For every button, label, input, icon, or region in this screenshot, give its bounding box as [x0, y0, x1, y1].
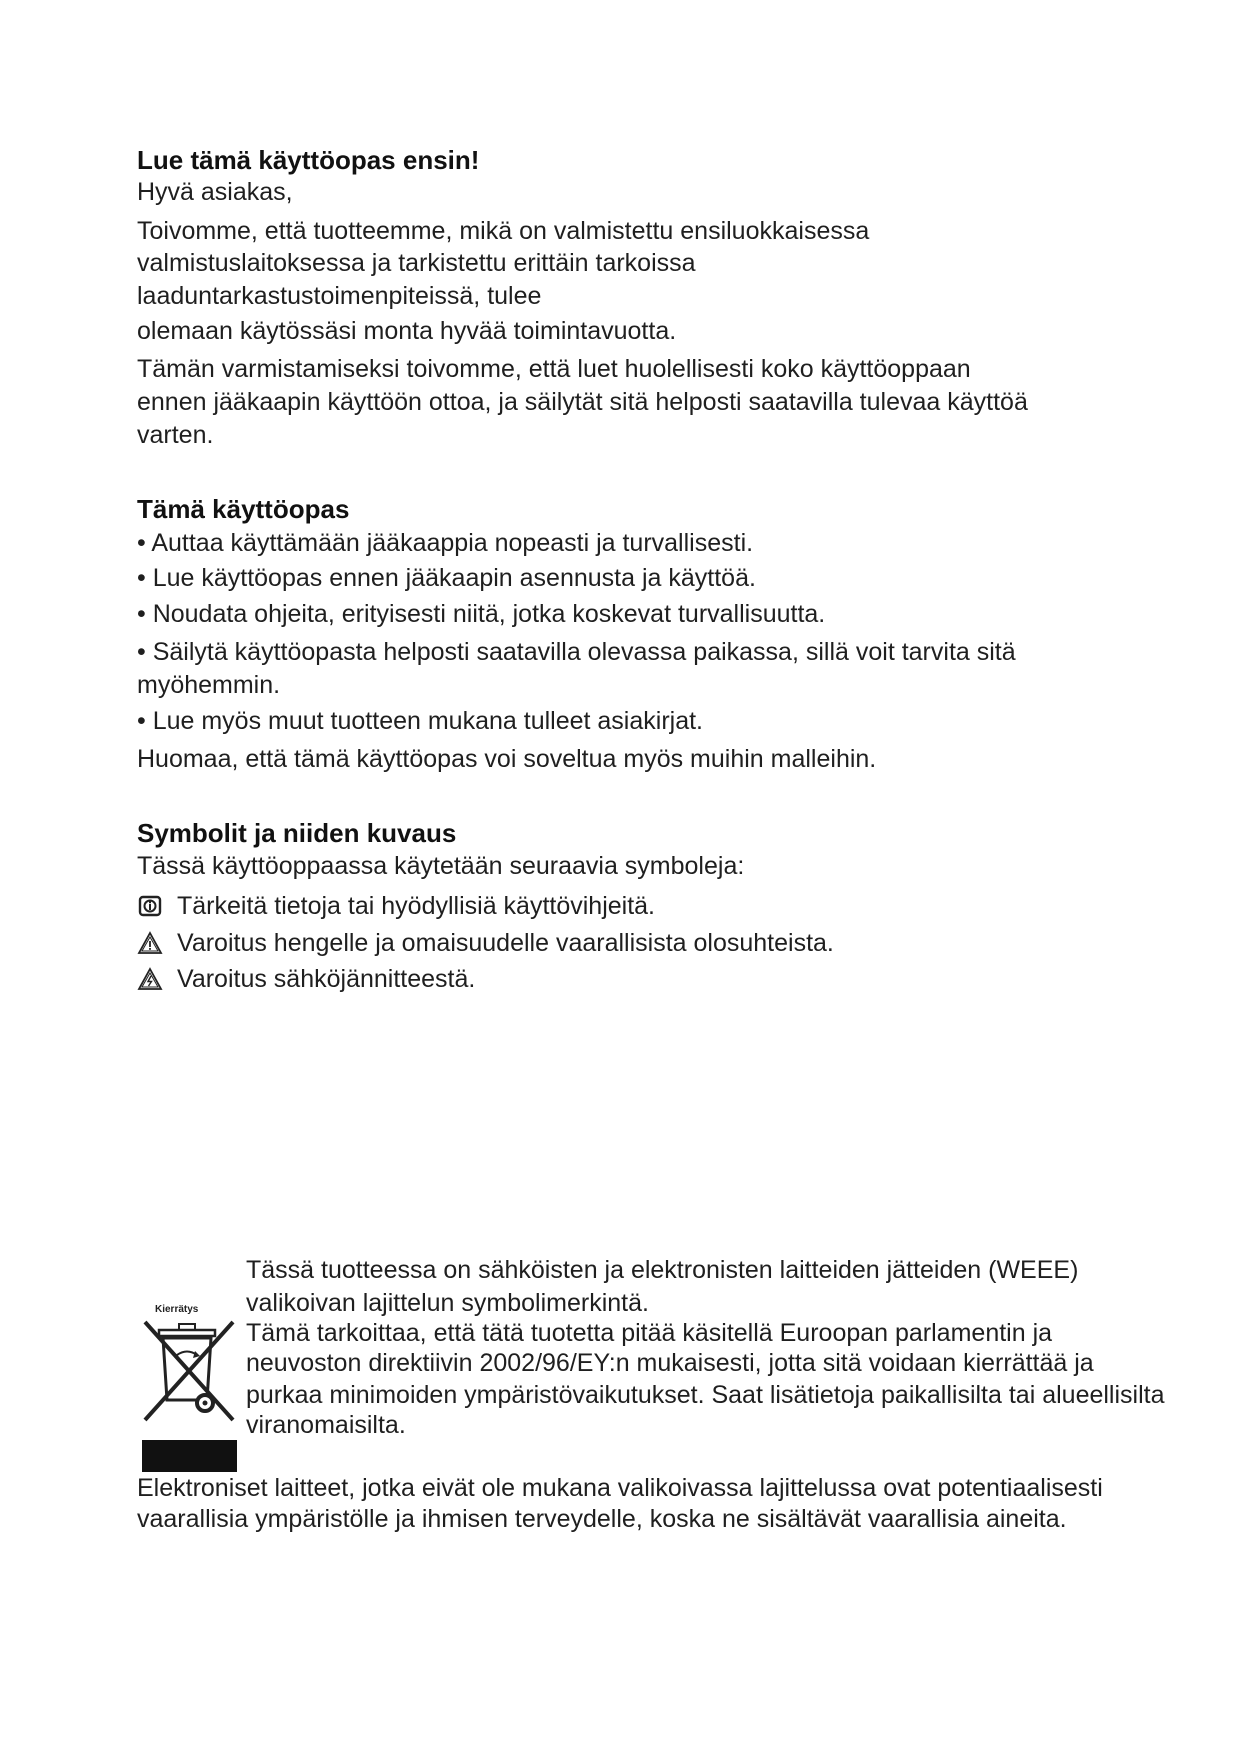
manual-bullet-cont: myöhemmin.	[137, 671, 281, 699]
recycling-footer-line: vaarallisia ympäristölle ja ihmisen terveydelle, koska ne sisältävät vaarallisia aineita.	[137, 1505, 1067, 1533]
recycling-line: Tämä tarkoittaa, että tätä tuotetta pitää käsitellä Euroopan parlamentin ja	[246, 1319, 1053, 1347]
intro-p1-line: Toivomme, että tuotteemme, mikä on valmistettu ensiluokkaisessa	[137, 217, 870, 245]
symbol-electric-text: Varoitus sähköjännitteestä.	[177, 965, 476, 993]
manual-bullet: • Noudata ohjeita, erityisesti niitä, jotka koskevat turvallisuutta.	[137, 600, 826, 628]
manual-bullet: • Auttaa käyttämään jääkaappia nopeasti ja turvallisesti.	[137, 529, 754, 557]
manual-bullet: • Säilytä käyttöopasta helposti saatavilla olevassa paikassa, sillä voit tarvita sitä	[137, 638, 1016, 666]
intro-p1-line: laaduntarkastustoimenpiteissä, tulee	[137, 282, 542, 310]
recycling-label: Kierrätys	[155, 1304, 199, 1315]
symbols-heading: Symbolit ja niiden kuvaus	[137, 818, 457, 848]
symbol-info-text: Tärkeitä tietoja tai hyödyllisiä käyttövihjeitä.	[177, 892, 656, 920]
recycling-line: valikoivan lajittelun symbolimerkintä.	[246, 1289, 649, 1317]
manual-bullet: • Lue myös muut tuotteen mukana tulleet asiakirjat.	[137, 707, 703, 735]
intro-p2-line: varten.	[137, 421, 214, 449]
electric-warning-icon	[137, 966, 163, 992]
intro-p2-line: Tämän varmistamiseksi toivomme, että luet huolellisesti koko käyttöoppaan	[137, 355, 971, 383]
manual-note: Huomaa, että tämä käyttöopas voi soveltua myös muihin malleihin.	[137, 745, 877, 773]
recycling-footer-line: Elektroniset laitteet, jotka eivät ole mukana valikoivassa lajittelussa ovat potentiaalisesti	[137, 1474, 1103, 1502]
intro-p1-line: valmistuslaitoksessa ja tarkistettu erittäin tarkoissa	[137, 249, 696, 277]
symbol-warning-text: Varoitus hengelle ja omaisuudelle vaarallisista olosuhteista.	[177, 929, 834, 957]
intro-p2-line: ennen jääkaapin käyttöön ottoa, ja säilytät sitä helposti saatavilla tulevaa käyttöä	[137, 388, 1028, 416]
intro-heading: Lue tämä käyttöopas ensin!	[137, 145, 480, 175]
recycling-line: Tässä tuotteessa on sähköisten ja elektronisten laitteiden jätteiden (WEEE)	[246, 1256, 1079, 1284]
recycling-line: purkaa minimoiden ympäristövaikutukset. Saat lisätietoja paikallisilta tai alueellisilta	[246, 1381, 1165, 1409]
manual-bullet: • Lue käyttöopas ennen jääkaapin asennusta ja käyttöä.	[137, 564, 756, 592]
warning-triangle-icon	[137, 930, 163, 956]
manual-heading: Tämä käyttöopas	[137, 494, 350, 524]
symbols-intro: Tässä käyttöoppaassa käytetään seuraavia symboleja:	[137, 852, 745, 880]
recycling-line: neuvoston direktiivin 2002/96/EY:n mukaisesti, jotta sitä voidaan kierrättää ja	[246, 1349, 1094, 1377]
info-icon	[137, 893, 163, 919]
recycling-line: viranomaisilta.	[246, 1411, 406, 1439]
weee-crossed-bin-icon	[137, 1300, 242, 1490]
intro-p1-line: olemaan käytössäsi monta hyvää toimintavuotta.	[137, 317, 677, 345]
salutation: Hyvä asiakas,	[137, 178, 293, 206]
